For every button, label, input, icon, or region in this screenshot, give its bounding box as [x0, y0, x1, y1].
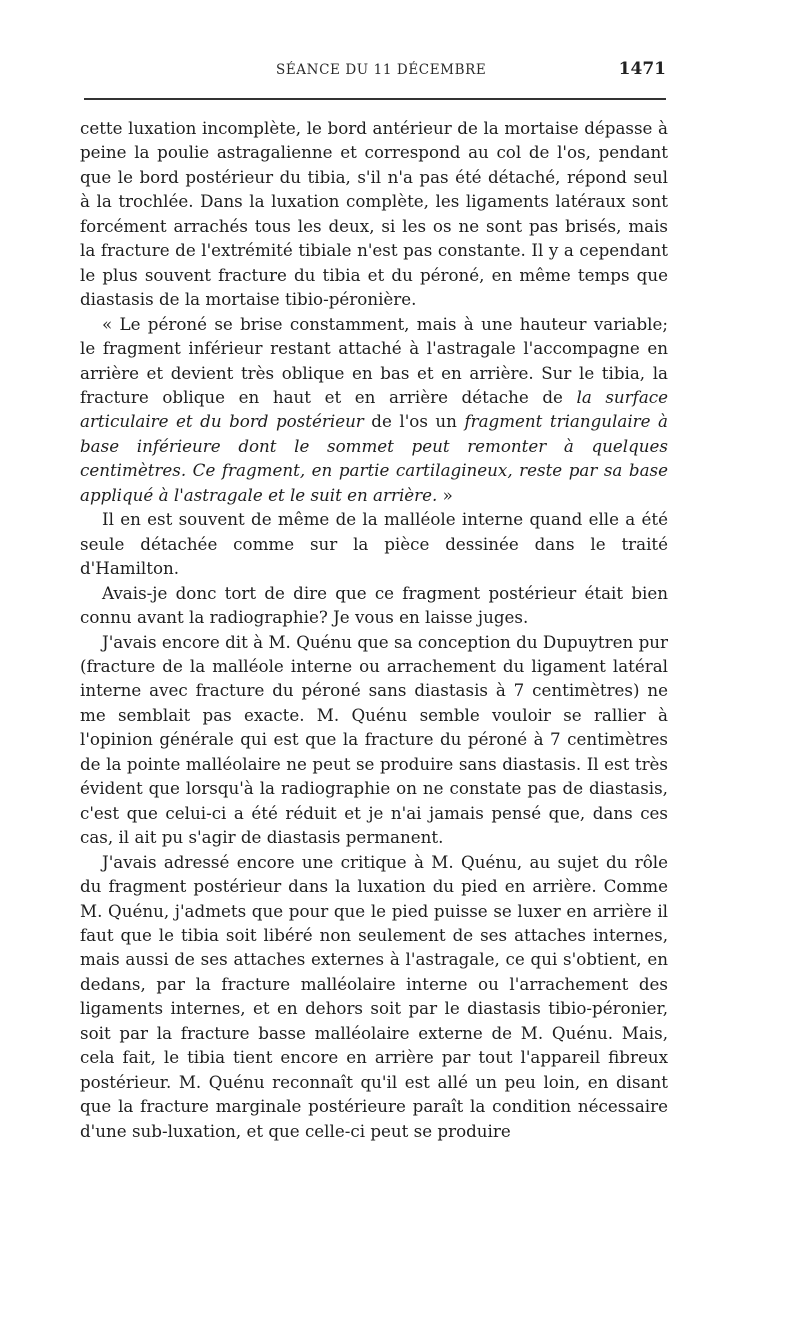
- paragraph: [80, 630, 668, 850]
- running-title: SÉANCE DU 11 DÉCEMBRE: [276, 62, 487, 78]
- text-run: »: [437, 484, 453, 505]
- text-run: de l'os un: [363, 411, 465, 432]
- paragraph: [80, 581, 668, 630]
- text-run: J'avais encore dit à M. Quénu que sa conception du Dupuytren pur (fracture de la malléole interne ou arrachement du ligament latéral interne avec fracture du péroné sans diastasis à 7 centimètres) ne me semblait pas exacte. M. Quénu semble vouloir se rallier à l'opinion générale qui est que la fracture du péroné à 7 centimètres de la pointe malléolaire ne peut se produire sans diastasis. Il est très évident que lorsqu'à la radiographie on ne constate pas de diastasis, c'est que celui-ci a été réduit et je n'ai jamais pensé que, dans ces cas, il ait pu s'agir de diastasis permanent.: [80, 631, 668, 848]
- page-number: 1471: [618, 59, 666, 79]
- italic-run: fragment triangulaire à base inférieure dont le sommet peut remonter à quelques centimètres. Ce fragment, en partie cartilagineux, reste par sa base appliqué à l'astragale et le suit en arrière.: [80, 411, 668, 505]
- body-text: [80, 116, 668, 1143]
- paragraph: [80, 850, 668, 1143]
- italic-run: la surface articulaire et du bord postérieur: [80, 386, 668, 432]
- text-run: Avais-je donc tort de dire que ce fragment postérieur était bien connu avant la radiographie? Je vous en laisse juges.: [80, 582, 668, 628]
- header-rule: [84, 98, 666, 100]
- text-run: J'avais adressé encore une critique à M. Quénu, au sujet du rôle du fragment postérieur dans la luxation du pied en arrière. Comme M. Quénu, j'admets que pour que le pied puisse se luxer en arrière il faut que le tibia soit libéré non seulement de ses attaches internes, mais aussi de ses attaches externes à l'astragale, ce qui s'obtient, en dedans, par la fracture malléolaire interne ou l'arrachement des ligaments internes, et en dehors soit par le diastasis tibio-péronier, soit par la fracture basse malléolaire externe de M. Quénu. Mais, cela fait, le tibia tient encore en arrière par tout l'appareil fibreux postérieur. M. Quénu reconnaît qu'il est allé un peu loin, en disant que la fracture marginale postérieure paraît la condition nécessaire d'une sub-luxation, et que celle-ci peut se produire: [80, 851, 668, 1141]
- page-header: [80, 59, 670, 86]
- paragraph: [80, 116, 668, 312]
- paragraph: [80, 312, 668, 508]
- paragraph: [80, 507, 668, 580]
- text-run: Il en est souvent de même de la malléole interne quand elle a été seule détachée comme sur la pièce dessinée dans le traité d'Hamilton.: [80, 509, 668, 579]
- text-run: cette luxation incomplète, le bord antérieur de la mortaise dépasse à peine la poulie astragalienne et correspond au col de l'os, pendant que le bord postérieur du tibia, s'il n'a pas été détaché, répond seul à la trochlée. Dans la luxation complète, les ligaments latéraux sont forcément arrachés tous les deux, si les os ne sont pas brisés, mais la fracture de l'extrémité tibiale n'est pas constante. Il y a cependant le plus souvent fracture du tibia et du péroné, en même temps que diastasis de la mortaise tibio-péronière.: [80, 118, 668, 310]
- text-run: « Le péroné se brise constamment, mais à une hauteur variable; le fragment inférieur restant attaché à l'astragale l'accompagne en arrière et devient très oblique en bas et en arrière. Sur le tibia, la fracture oblique en haut et en arrière détache de: [80, 313, 668, 407]
